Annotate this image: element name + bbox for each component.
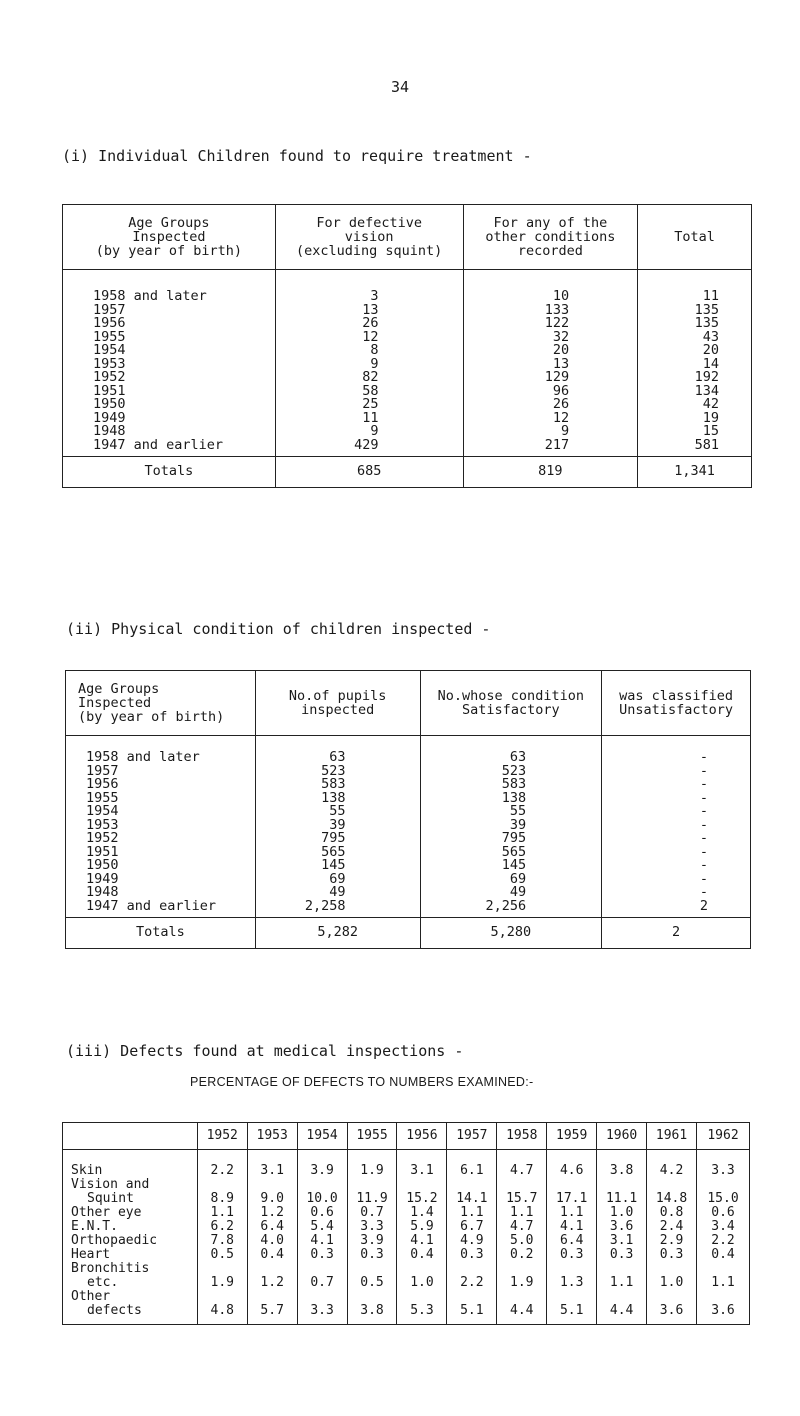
- table-cell: 1956: [93, 315, 126, 331]
- defect-value: 4.4: [597, 1290, 647, 1325]
- defect-value: 2.9: [647, 1234, 697, 1248]
- column-header: For defective vision (excluding squint): [275, 205, 463, 270]
- defect-label-line: etc.: [87, 1275, 119, 1290]
- defect-value: 0.3: [647, 1248, 697, 1262]
- table-cell: 69: [509, 870, 527, 887]
- defect-value: 3.3: [697, 1150, 750, 1179]
- totals-cell: 685: [275, 457, 463, 488]
- column-cells-vision: [275, 270, 463, 457]
- table-cell: 145: [501, 857, 527, 873]
- table-cell: 2,258: [304, 897, 346, 914]
- table-cell: 20: [702, 342, 719, 358]
- table-cell: 523: [321, 762, 346, 779]
- defect-value: 4.1: [297, 1234, 347, 1248]
- totals-cell: Totals: [66, 918, 256, 949]
- year-header: 1956: [397, 1123, 447, 1150]
- defect-value: 4.1: [547, 1220, 597, 1234]
- defect-value: 0.2: [497, 1248, 547, 1262]
- defect-value: 4.9: [447, 1234, 497, 1248]
- defect-value: 6.2: [197, 1220, 247, 1234]
- defect-value: 3.8: [597, 1150, 647, 1179]
- table-cell: 1948: [93, 423, 126, 439]
- defect-value: 1.1: [497, 1206, 547, 1220]
- section-2-heading: (ii) Physical condition of children inspected -: [66, 620, 491, 638]
- defect-value: 5.1: [447, 1290, 497, 1325]
- defect-value: 5.3: [397, 1290, 447, 1325]
- table-cell: 1956: [86, 776, 119, 792]
- defect-label: [63, 1206, 198, 1220]
- defect-value: 6.1: [447, 1150, 497, 1179]
- table-cell: 55: [509, 803, 527, 819]
- defect-value: 4.1: [397, 1234, 447, 1248]
- defect-label: [63, 1248, 198, 1262]
- table-cell: 63: [329, 749, 346, 765]
- defect-value: 2.2: [447, 1262, 497, 1290]
- totals-cell: 1,341: [638, 457, 752, 488]
- year-header: 1958: [497, 1123, 547, 1150]
- defect-label-line: Skin: [71, 1163, 103, 1178]
- defect-label-line: Orthopaedic: [71, 1233, 158, 1248]
- defect-row: [63, 1234, 750, 1248]
- table-cell: 11: [362, 409, 379, 426]
- defects-table: [62, 1122, 750, 1325]
- defect-value: 1.2: [247, 1206, 297, 1220]
- defect-label-line: defects: [87, 1303, 142, 1318]
- table-cell: 82: [362, 369, 379, 385]
- defect-value: 1.1: [447, 1206, 497, 1220]
- table-cell: 14: [702, 355, 719, 372]
- column-header: Age Groups Inspected (by year of birth): [66, 671, 256, 736]
- table-cell: 583: [501, 776, 527, 792]
- defect-value: 1.1: [197, 1206, 247, 1220]
- table-cell: 192: [694, 369, 719, 385]
- table-cell: 795: [321, 830, 346, 846]
- defect-value: 6.4: [547, 1234, 597, 1248]
- defect-label-line: Bronchitis: [71, 1261, 150, 1276]
- defect-value: 3.1: [597, 1234, 647, 1248]
- table-cell: 135: [694, 301, 719, 318]
- table-cell: -: [699, 803, 708, 819]
- table-cell: -: [699, 816, 708, 833]
- defect-value: 4.4: [497, 1290, 547, 1325]
- defect-value: 1.9: [197, 1262, 247, 1290]
- defect-value: 4.6: [547, 1150, 597, 1179]
- column-header: was classified Unsatisfactory: [602, 671, 751, 736]
- defect-value: 0.7: [297, 1262, 347, 1290]
- table-cell: 1958 and later: [86, 749, 200, 765]
- defect-value: 3.6: [597, 1220, 647, 1234]
- defect-value: 9.0: [247, 1178, 297, 1206]
- defect-value: 1.2: [247, 1262, 297, 1290]
- defect-label: [63, 1220, 198, 1234]
- defect-value: 5.7: [247, 1290, 297, 1325]
- defect-value: 3.3: [347, 1220, 397, 1234]
- defect-value: 0.6: [697, 1206, 750, 1220]
- table-cell: 1953: [86, 816, 119, 833]
- table-row: [63, 270, 752, 457]
- table-cell: 1954: [93, 342, 126, 358]
- column-cells-total: [638, 270, 752, 457]
- table-cell: 96: [552, 382, 570, 399]
- table-cell: -: [699, 789, 708, 806]
- totals-row: [63, 457, 752, 488]
- table-cell: 49: [329, 884, 346, 900]
- year-header: 1952: [197, 1123, 247, 1150]
- defect-label-line: Other: [71, 1289, 111, 1304]
- table-cell: -: [699, 884, 708, 900]
- table-cell: 32: [552, 328, 570, 345]
- table-cell: 1954: [86, 803, 119, 819]
- defect-value: 17.1: [547, 1178, 597, 1206]
- defect-value: 14.1: [447, 1178, 497, 1206]
- table-cell: 138: [321, 789, 346, 806]
- defect-value: 11.9: [347, 1178, 397, 1206]
- defect-value: 15.7: [497, 1178, 547, 1206]
- table-cell: 129: [544, 369, 570, 385]
- table-cell: 1951: [93, 382, 126, 399]
- table-cell: 1947 and earlier: [93, 436, 224, 453]
- year-header: 1961: [647, 1123, 697, 1150]
- table-cell: 1947 and earlier: [86, 897, 217, 914]
- table-cell: -: [699, 749, 708, 765]
- column-cells-age: [63, 270, 276, 457]
- defect-row: [63, 1220, 750, 1234]
- table-cell: 12: [552, 409, 570, 426]
- defect-value: 8.9: [197, 1178, 247, 1206]
- table-cell: 1957: [93, 301, 126, 318]
- defect-label: [63, 1178, 198, 1206]
- defect-value: 15.0: [697, 1178, 750, 1206]
- defect-label: [63, 1262, 198, 1290]
- table-cell: -: [699, 830, 708, 846]
- table-cell: 11: [702, 288, 719, 304]
- table-cell: 13: [362, 301, 379, 318]
- table-cell: 9: [370, 355, 379, 372]
- totals-cell: 819: [463, 457, 638, 488]
- column-header: For any of the other conditions recorded: [463, 205, 638, 270]
- treatment-table: [62, 204, 752, 488]
- defect-value: 1.0: [397, 1262, 447, 1290]
- defect-label-line: Vision and: [71, 1177, 150, 1192]
- defect-value: 1.1: [697, 1262, 750, 1290]
- table-cell: 581: [694, 436, 719, 453]
- table-cell: 1953: [93, 355, 126, 372]
- table-cell: 39: [329, 816, 346, 833]
- year-header: 1954: [297, 1123, 347, 1150]
- defect-row: [63, 1206, 750, 1220]
- defect-row: [63, 1262, 750, 1290]
- table-cell: 15: [702, 423, 719, 439]
- table-cell: 565: [321, 843, 346, 860]
- totals-cell: Totals: [63, 457, 276, 488]
- defect-value: 0.3: [597, 1248, 647, 1262]
- table-cell: 1952: [93, 369, 126, 385]
- defect-value: 4.2: [647, 1150, 697, 1179]
- table-cell: 26: [552, 396, 570, 412]
- table-cell: 39: [509, 816, 527, 833]
- totals-cell: 5,280: [420, 918, 602, 949]
- defect-value: 5.0: [497, 1234, 547, 1248]
- defect-row: [63, 1178, 750, 1206]
- table-cell: 133: [544, 301, 570, 318]
- defect-value: 3.4: [697, 1220, 750, 1234]
- page-number: 34: [390, 78, 410, 96]
- section-3-subheading: PERCENTAGE OF DEFECTS TO NUMBERS EXAMINED:-: [190, 1075, 534, 1089]
- defect-value: 0.5: [197, 1248, 247, 1262]
- defect-value: 1.0: [647, 1262, 697, 1290]
- table-cell: 1949: [86, 870, 119, 887]
- table-cell: 49: [509, 884, 527, 900]
- defect-value: 3.1: [247, 1150, 297, 1179]
- defect-row: [63, 1248, 750, 1262]
- year-header: 1962: [697, 1123, 750, 1150]
- defect-value: 5.1: [547, 1290, 597, 1325]
- table-cell: 565: [501, 843, 527, 860]
- table-cell: 13: [552, 355, 570, 372]
- treatment-header-row: [63, 205, 752, 270]
- column-header: Age Groups Inspected (by year of birth): [63, 205, 276, 270]
- table-cell: 25: [362, 396, 379, 412]
- table-cell: 795: [501, 830, 527, 846]
- table-cell: 145: [321, 857, 346, 873]
- year-header: 1953: [247, 1123, 297, 1150]
- table-cell: 3: [370, 288, 379, 304]
- defect-value: 3.6: [697, 1290, 750, 1325]
- defect-value: 0.3: [297, 1248, 347, 1262]
- table-cell: -: [699, 776, 708, 792]
- table-cell: 1958 and later: [93, 288, 207, 304]
- table-cell: 429: [354, 436, 379, 453]
- defect-label: [63, 1290, 198, 1325]
- totals-cell: 2: [602, 918, 751, 949]
- table-cell: 9: [561, 423, 570, 439]
- table-cell: -: [699, 870, 708, 887]
- section-3-heading: (iii) Defects found at medical inspections -: [66, 1042, 464, 1060]
- table-cell: 8: [370, 342, 379, 358]
- defect-value: 1.1: [597, 1262, 647, 1290]
- year-header: 1959: [547, 1123, 597, 1150]
- defect-value: 5.9: [397, 1220, 447, 1234]
- defect-value: 3.9: [347, 1234, 397, 1248]
- defect-label: [63, 1234, 198, 1248]
- defect-value: 1.3: [547, 1262, 597, 1290]
- corner-header: [63, 1123, 198, 1150]
- table-cell: 1950: [86, 857, 119, 873]
- defect-value: 3.8: [347, 1290, 397, 1325]
- defect-value: 2.2: [697, 1234, 750, 1248]
- defect-value: 6.7: [447, 1220, 497, 1234]
- defect-value: 0.4: [247, 1248, 297, 1262]
- table-cell: 135: [694, 315, 719, 331]
- defect-value: 4.8: [197, 1290, 247, 1325]
- defect-value: 2.2: [197, 1150, 247, 1179]
- defect-value: 3.1: [397, 1150, 447, 1179]
- column-cells-satisfactory: [420, 736, 602, 918]
- defect-value: 4.7: [497, 1150, 547, 1179]
- defect-value: 11.1: [597, 1178, 647, 1206]
- table-cell: 583: [321, 776, 346, 792]
- defect-value: 6.4: [247, 1220, 297, 1234]
- table-cell: 69: [329, 870, 346, 887]
- table-cell: 19: [702, 409, 719, 426]
- column-header: No.of pupils inspected: [255, 671, 420, 736]
- table-cell: 1955: [86, 789, 119, 806]
- table-cell: 2: [699, 897, 708, 914]
- section-1-heading: (i) Individual Children found to require treatment -: [62, 147, 532, 165]
- physical-condition-table: [65, 670, 751, 949]
- defect-value: 4.7: [497, 1220, 547, 1234]
- table-cell: 1955: [93, 328, 126, 345]
- defect-label-line: Other eye: [71, 1205, 142, 1220]
- table-cell: -: [699, 843, 708, 860]
- defect-label-line: Squint: [87, 1191, 134, 1206]
- table-cell: 1950: [93, 396, 126, 412]
- defect-label-line: E.N.T.: [71, 1219, 118, 1234]
- defect-value: 0.7: [347, 1206, 397, 1220]
- defect-row: [63, 1290, 750, 1325]
- table-cell: 26: [362, 315, 379, 331]
- table-cell: 523: [501, 762, 527, 779]
- table-cell: 12: [362, 328, 379, 345]
- defect-value: 0.4: [397, 1248, 447, 1262]
- defect-value: 0.6: [297, 1206, 347, 1220]
- table-cell: 1957: [86, 762, 119, 779]
- table-cell: 42: [702, 396, 719, 412]
- defect-value: 1.1: [547, 1206, 597, 1220]
- table-cell: -: [699, 762, 708, 779]
- defect-value: 5.4: [297, 1220, 347, 1234]
- table-cell: 9: [370, 423, 379, 439]
- table-cell: 1949: [93, 409, 126, 426]
- table-cell: 1951: [86, 843, 119, 860]
- defect-value: 0.3: [547, 1248, 597, 1262]
- column-cells-age: [66, 736, 256, 918]
- defect-label-line: Heart: [71, 1247, 111, 1262]
- table-cell: 55: [329, 803, 346, 819]
- defect-value: 0.4: [697, 1248, 750, 1262]
- defect-value: 1.9: [347, 1150, 397, 1179]
- table-cell: 10: [552, 288, 570, 304]
- defect-value: 7.8: [197, 1234, 247, 1248]
- defect-row: [63, 1150, 750, 1179]
- table-cell: -: [699, 857, 708, 873]
- defect-value: 1.9: [497, 1262, 547, 1290]
- defect-value: 10.0: [297, 1178, 347, 1206]
- table-cell: 58: [362, 382, 379, 399]
- defect-value: 1.0: [597, 1206, 647, 1220]
- year-header: 1960: [597, 1123, 647, 1150]
- table-cell: 2,256: [485, 897, 527, 914]
- column-header: Total: [638, 205, 752, 270]
- year-header: 1957: [447, 1123, 497, 1150]
- table-cell: 43: [702, 328, 719, 345]
- defect-value: 4.0: [247, 1234, 297, 1248]
- defect-value: 0.8: [647, 1206, 697, 1220]
- table-cell: 217: [544, 436, 570, 453]
- defect-label: [63, 1150, 198, 1179]
- defect-value: 1.4: [397, 1206, 447, 1220]
- defect-value: 15.2: [397, 1178, 447, 1206]
- defect-value: 0.3: [347, 1248, 397, 1262]
- defect-value: 2.4: [647, 1220, 697, 1234]
- column-cells-unsatisfactory: [602, 736, 751, 918]
- table-cell: 1952: [86, 830, 119, 846]
- totals-cell: 5,282: [255, 918, 420, 949]
- condition-header-row: [66, 671, 751, 736]
- column-header: No.whose condition Satisfactory: [420, 671, 602, 736]
- column-cells-inspected: [255, 736, 420, 918]
- table-cell: 134: [694, 382, 719, 399]
- defect-value: 3.3: [297, 1290, 347, 1325]
- table-row: [66, 736, 751, 918]
- table-cell: 138: [501, 789, 527, 806]
- year-header: 1955: [347, 1123, 397, 1150]
- defect-value: 3.9: [297, 1150, 347, 1179]
- defects-header-row: [63, 1123, 750, 1150]
- table-cell: 1948: [86, 884, 119, 900]
- column-cells-other: [463, 270, 638, 457]
- defect-value: 0.5: [347, 1262, 397, 1290]
- defect-value: 3.6: [647, 1290, 697, 1325]
- table-cell: 20: [552, 342, 570, 358]
- totals-row: [66, 918, 751, 949]
- table-cell: 63: [509, 749, 527, 765]
- table-cell: 122: [544, 315, 570, 331]
- defect-value: 14.8: [647, 1178, 697, 1206]
- defect-value: 0.3: [447, 1248, 497, 1262]
